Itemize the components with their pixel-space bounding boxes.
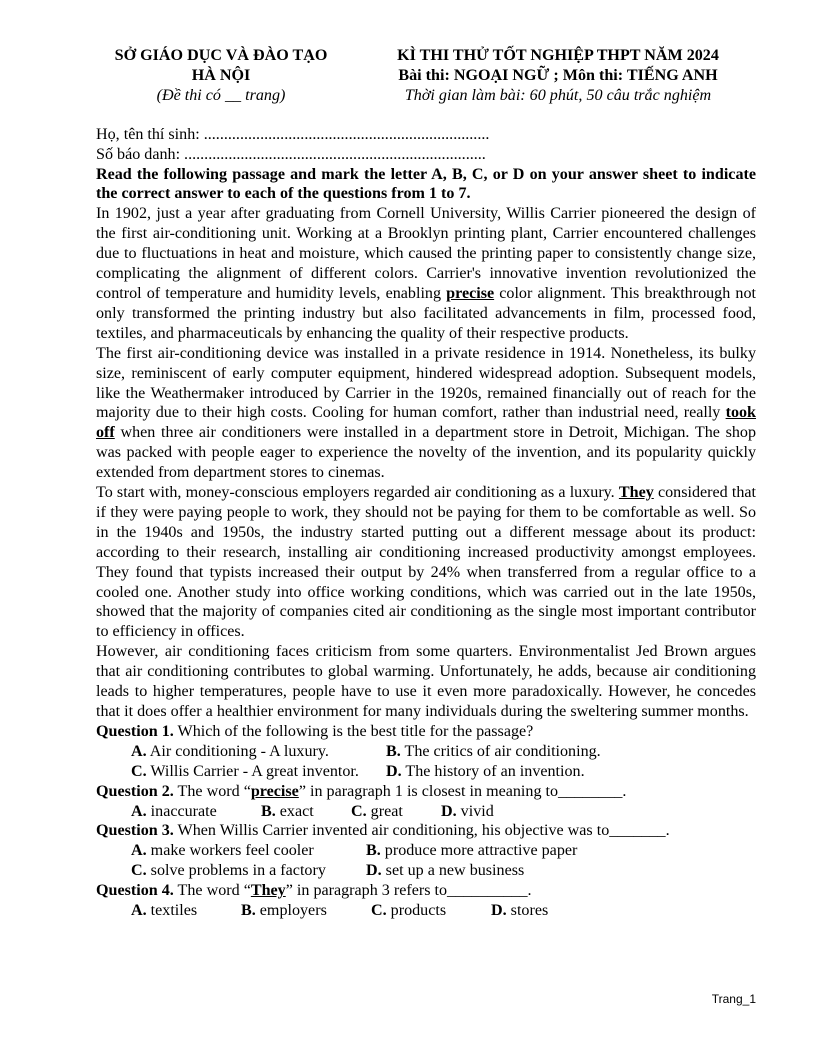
page-count-note: (Đề thi có __ trang) xyxy=(156,86,286,104)
answer-options-row xyxy=(96,762,756,782)
question-stem xyxy=(96,722,756,742)
answer-option-c[interactable] xyxy=(131,861,366,881)
exam-title: KÌ THI THỬ TỐT NGHIỆP THPT NĂM 2024 xyxy=(397,47,719,64)
answer-options-row xyxy=(96,742,756,762)
option-text: The history of an invention. xyxy=(401,762,585,780)
answer-option-a[interactable] xyxy=(131,901,241,921)
question-text: The word “ xyxy=(177,782,251,800)
question-text: The word “ xyxy=(177,882,251,900)
paragraph-2 xyxy=(96,344,756,483)
question-text: Which of the following is the best title for the passage? xyxy=(177,722,534,740)
option-text: employers xyxy=(255,902,327,920)
department-name: SỞ GIÁO DỤC VÀ ĐÀO TẠO xyxy=(114,47,328,64)
option-letter: B. xyxy=(366,842,381,860)
instruction: Read the following passage and mark the letter A, B, C, or D on your answer sheet to indicate the correct answer to each of the questions from 1 to 7. xyxy=(96,165,756,203)
question-text-end: ” in paragraph 1 is closest in meaning to________. xyxy=(298,782,627,800)
option-text: vivid xyxy=(456,802,494,820)
option-letter: A. xyxy=(131,802,147,820)
student-id-line: Số báo danh: ........................................................................... xyxy=(96,145,486,163)
option-text: The critics of air conditioning. xyxy=(400,742,601,760)
question-2 xyxy=(96,782,756,822)
option-text: textiles xyxy=(146,902,198,920)
answer-options-row xyxy=(96,901,756,921)
answer-option-c[interactable] xyxy=(131,762,386,782)
paragraph-1 xyxy=(96,204,756,343)
answer-option-d[interactable] xyxy=(441,802,561,822)
option-letter: B. xyxy=(261,802,276,820)
question-label: Question 4. xyxy=(96,882,174,900)
question-text: When Willis Carrier invented air conditioning, his objective was to_______. xyxy=(177,822,670,840)
answer-option-a[interactable] xyxy=(131,802,261,822)
option-letter: A. xyxy=(131,842,147,860)
paragraph-1-text-a: In 1902, just a year after graduating from Cornell University, Willis Carrier pioneered the design of the first air-conditioning unit. Working at a Brooklyn printing plant, Carrier encountered challenges due to fluctuations in heat and moisture, which caused the printing paper to consistently change size, complicating the alignment of different colors. Carrier's innovative invention revolutionized the control of temperature and humidity levels, enabling xyxy=(96,205,756,302)
answer-option-d[interactable] xyxy=(366,861,656,881)
answer-options-row xyxy=(96,802,756,822)
option-text: make workers feel cooler xyxy=(146,842,314,860)
exam-page xyxy=(96,46,756,921)
exam-duration: Thời gian làm bài: 60 phút, 50 câu trắc nghiệm xyxy=(404,86,712,104)
option-letter: D. xyxy=(366,862,382,880)
question-label: Question 2. xyxy=(96,782,174,800)
student-name-line: Họ, tên thí sinh: ....................................................................... xyxy=(96,125,490,143)
option-letter: A. xyxy=(131,902,147,920)
department-block xyxy=(96,46,346,106)
option-text: set up a new business xyxy=(381,862,525,880)
option-letter: B. xyxy=(386,742,401,760)
answer-option-d[interactable] xyxy=(491,901,611,921)
option-letter: B. xyxy=(241,902,256,920)
paragraph-1-text-b: color alignment. This breakthrough not only transformed the printing industry but also facilitated advancements in film, processed food, textiles, and pharmaceuticals by enhancing the quality of their respective products. xyxy=(96,284,756,342)
question-stem xyxy=(96,821,756,841)
option-text: Willis Carrier - A great inventor. xyxy=(146,762,359,780)
option-letter: C. xyxy=(131,762,147,780)
exam-header xyxy=(96,46,756,106)
question-label: Question 1. xyxy=(96,722,174,740)
answer-option-c[interactable] xyxy=(371,901,491,921)
option-letter: A. xyxy=(131,742,147,760)
option-text: great xyxy=(366,802,403,820)
answer-options-row xyxy=(96,841,756,861)
question-label: Question 3. xyxy=(96,822,174,840)
option-text: products xyxy=(386,902,447,920)
answer-option-b[interactable] xyxy=(261,802,351,822)
answer-option-b[interactable] xyxy=(241,901,371,921)
page-footer: Trang_1 xyxy=(711,992,756,1006)
paragraph-3-text-b: considered that if they were paying people to work, they should not be paying for them to be comfortable as well. So in the 1940s and 1950s, the industry started putting out a different message about its product: according to their research, installing air conditioning increased productivity amongst employees. They found that typists increased their output by 24% when transferred from a regular office to a cooled one. Another study into office working conditions, which was carried out in the late 1950s, showed that the majority of companies cited air conditioning as the single most important contributor to efficiency in offices. xyxy=(96,484,757,641)
paragraph-3 xyxy=(96,483,756,642)
answer-option-c[interactable] xyxy=(351,802,441,822)
option-letter: D. xyxy=(386,762,402,780)
option-letter: D. xyxy=(441,802,457,820)
option-text: solve problems in a factory xyxy=(146,862,326,880)
question-stem xyxy=(96,782,756,802)
answer-option-b[interactable] xyxy=(386,742,676,762)
option-text: stores xyxy=(506,902,549,920)
exam-title-block xyxy=(346,46,756,106)
option-letter: D. xyxy=(491,902,507,920)
option-text: inaccurate xyxy=(146,802,217,820)
option-letter: C. xyxy=(131,862,147,880)
question-text-end: ” in paragraph 3 refers to__________. xyxy=(285,882,532,900)
answer-option-a[interactable] xyxy=(131,841,366,861)
question-stem xyxy=(96,881,756,901)
question-target-word: They xyxy=(250,882,286,900)
option-letter: C. xyxy=(351,802,367,820)
paragraph-2-text-b: when three air conditioners were installed in a department store in Detroit, Michigan. The shop was packed with people eager to experience the novelty of the invention, and its popularity quickly extended from department stores to cinemas. xyxy=(96,424,757,482)
paragraph-3-text-a: To start with, money-conscious employers regarded air conditioning as a luxury. xyxy=(96,484,615,502)
option-text: exact xyxy=(275,802,314,820)
underlined-word-precise: precise xyxy=(446,284,495,302)
answer-option-a[interactable] xyxy=(131,742,386,762)
option-letter: C. xyxy=(371,902,387,920)
paragraph-2-text-a: The first air-conditioning device was installed in a private residence in 1914. Nonetheless, its bulky size, reminiscent of early computer equipment, hindered widespread adoption. Subsequent models, like the Weathermaker introduced by Carrier in the 1920s, remained financially out of reach for the majority due to their high costs. Cooling for human comfort, rather than industrial need, really xyxy=(96,344,756,422)
answer-options-row xyxy=(96,861,756,881)
answer-option-d[interactable] xyxy=(386,762,676,782)
question-1 xyxy=(96,722,756,782)
exam-subject: Bài thi: NGOẠI NGỮ ; Môn thi: TIẾNG ANH xyxy=(398,66,718,84)
option-text: Air conditioning - A luxury. xyxy=(146,742,329,760)
option-text: produce more attractive paper xyxy=(380,842,578,860)
answer-option-b[interactable] xyxy=(366,841,656,861)
question-list xyxy=(96,722,756,921)
city-name: HÀ NỘI xyxy=(191,66,251,84)
paragraph-4: However, air conditioning faces criticism from some quarters. Environmentalist Jed Brown argues that air conditioning contributes to global warming. Unfortunately, he adds, because air conditioning leads to higher temperatures, people have to use it even more paradoxically. However, he concedes that it does offer a healthier environment for many individuals during the sweltering summer months. xyxy=(96,643,756,720)
question-3 xyxy=(96,821,756,881)
underlined-word-they: They xyxy=(618,484,654,502)
question-target-word: precise xyxy=(250,782,299,800)
underlined-phrase-took-off: took off xyxy=(96,404,757,442)
question-4 xyxy=(96,881,756,921)
